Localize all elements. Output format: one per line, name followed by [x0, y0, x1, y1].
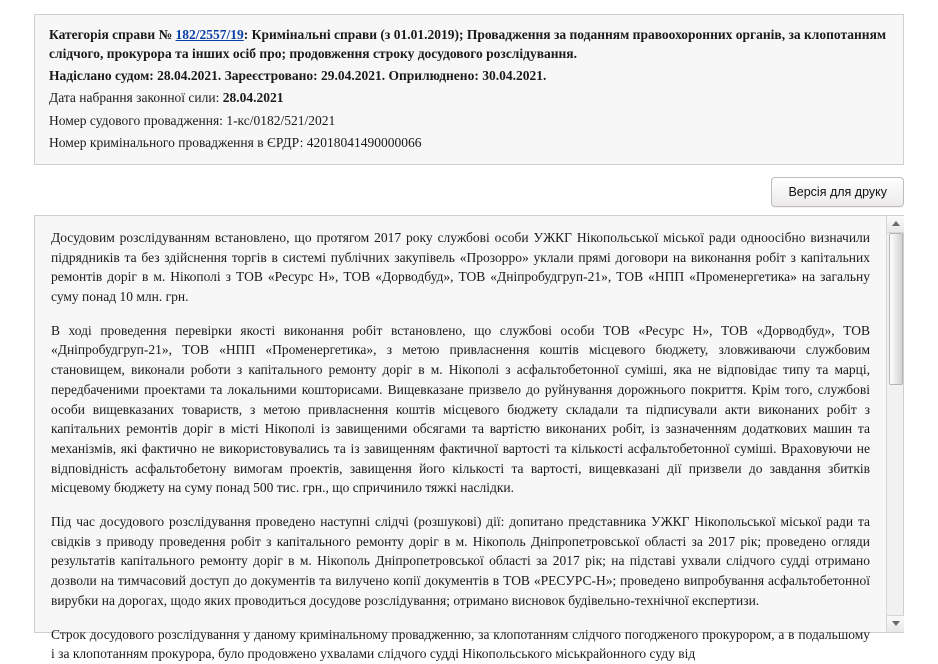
paragraph: В ході проведення перевірки якості виконання робіт встановлено, що службові особи ТОВ «Ресурс Н», ТОВ «Дорводбуд», ТОВ «Дніпробудгруп-21», ТОВ «НПП «Променергетика», з метою привласнення коштів місцевого бюджету, зловживаючи службовим становищем, виконали роботи з капітального ремонту доріг в м. Нікополі з асфальтобетонної суміші, яка не відповідає типу та марці, передбаченими проектами та локальними кошторисами. Вищевказане призвело до руйнування дорожнього покриття. Крім того, службові особи вищевказаних товариств, з метою привласнення коштів місцевого бюджету складали та підписували акти виконаних робіт з капітальних ремонтів доріг в місті Нікополі із завищеними обсягами та вартістю виконаних робіт, із зазначенням додаткових машин та механізмів, які фактично не використовувались та із завищенням фактичної вартості та кількості асфальтобетонної суміші. Враховуючи не відповідність асфальтобетону вимогам проектів, завищення його кількості та вартості, вищевказані дії призвели до завдання збитків місцевому бюджету на суму понад 500 тис. грн., що спричинило тяжкі наслідки. [51, 322, 870, 496]
scroll-down-button[interactable] [887, 615, 904, 632]
case-category-text: : Кримінальні справи (з 01.01.2019); Провадження за поданням правоохоронних органів, за клопотанням слідчого, прокурора та інших осіб про; продовження строку досудового розслідування. [49, 27, 887, 62]
toolbar [34, 177, 904, 207]
criminal-proceeding-value: 42018041490000066 [306, 134, 422, 150]
dates-line [49, 66, 889, 85]
sent-value: 28.04.2021. [157, 68, 222, 84]
vertical-scrollbar[interactable] [886, 216, 903, 632]
paragraph: Під час досудового розслідування проведено наступні слідчі (розшукові) дії: допитано представника УЖКГ Нікопольської міської ради та свідків з приводу проведення робіт з капітального ремонту доріг в м. Нікополь Дніпропетровської області за 2017 рік; проведено огляди результатів капітального ремонту доріг в м. Нікополь Дніпропетровської області за 2017 рік; на підставі ухвали слідчого суддi отримано дозволи на тимчасовий доступ до документів та вилучено копії документів в ТОВ «РЕСУРС-Н»; проведено випробування асфальтобетонної вирубки на дорогах, щодо яких проводиться досудове розслідування; отримано висновок будівельно-технічної експертизи. [51, 514, 870, 608]
published-value: 30.04.2021. [482, 68, 547, 84]
court-proceeding-label: Номер судового провадження: [49, 112, 223, 128]
published-label: Оприлюднено: [388, 68, 479, 84]
print-version-button[interactable]: Версія для друку [771, 177, 904, 207]
effective-date-label: Дата набрання законної сили: [49, 90, 220, 106]
case-meta-card [34, 14, 904, 165]
decision-text [35, 216, 886, 662]
scrollbar-thumb[interactable] [889, 233, 903, 385]
effective-date-value: 28.04.2021 [222, 90, 284, 106]
scroll-up-button[interactable] [887, 216, 904, 233]
criminal-proceeding-label: Номер кримінального провадження в ЄРДР: [49, 134, 304, 150]
case-category-label: Категорія справи № [49, 27, 173, 42]
criminal-proceeding-line [49, 133, 889, 152]
arrow-up-icon [892, 221, 900, 226]
paragraph: Досудовим розслідуванням встановлено, що протягом 2017 року службові особи УЖКГ Нікопольської міської ради одноосібно визначили підрядників та без здійснення торгів в системі публічних закупівель «Прозорро» уклали прямі договори на виконання робіт з капітальних ремонтів доріг в м. Нікополі з ТОВ «Ресурс Н», ТОВ «Дорводбуд», ТОВ «Дніпробудгруп-21», ТОВ «НПП «Променергетика» на загальну суму понад 10 млн. грн. [51, 229, 870, 305]
sent-label: Надіслано судом: [49, 68, 154, 84]
case-category-line [49, 25, 889, 63]
registered-value: 29.04.2021. [321, 68, 386, 84]
decision-text-panel [34, 215, 904, 662]
arrow-down-icon [892, 621, 900, 626]
effective-date-line [49, 88, 889, 107]
court-proceeding-value: 1-кс/0182/521/2021 [226, 112, 336, 128]
case-number-link[interactable]: 182/2557/19 [175, 27, 244, 42]
registered-label: Зареєстровано: [224, 68, 318, 84]
paragraph: Строк досудового розслідування у даному кримінальному провадженню, за клопотанням слідчого погодженого прокурором, а в подальшому і за клопотанням прокурора, було продовжено ухвалами слідчого суддi Нікопольського міськрайонного суду від [51, 626, 870, 662]
court-proceeding-line [49, 111, 889, 130]
